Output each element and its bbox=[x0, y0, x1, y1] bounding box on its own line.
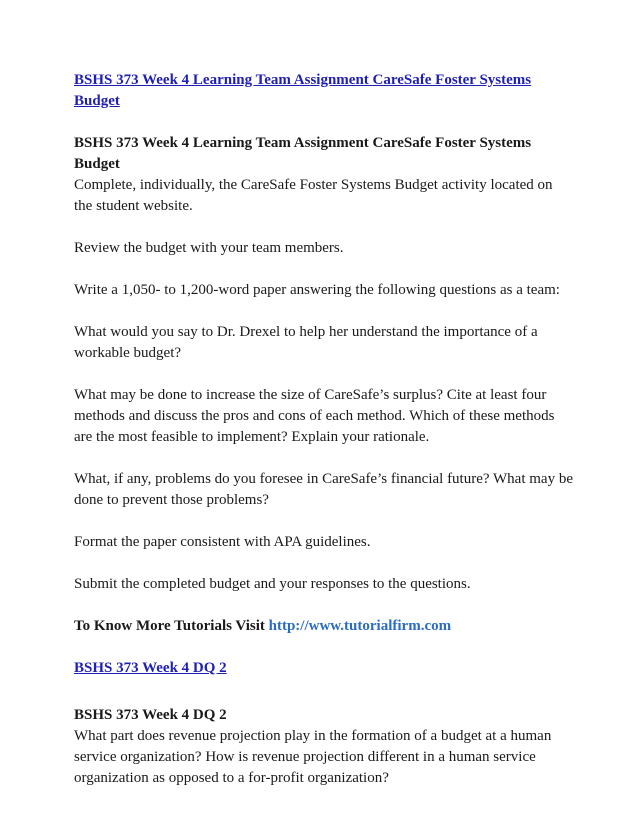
assignment-title: BSHS 373 Week 4 Learning Team Assignment CareSafe Foster Systems Budget bbox=[74, 135, 532, 172]
assignment-heading-link[interactable]: BSHS 373 Week 4 Learning Team Assignment CareSafe Foster Systems Budget bbox=[74, 72, 532, 109]
dq-title: BSHS 373 Week 4 DQ 2 bbox=[74, 707, 227, 723]
format-paragraph: Format the paper consistent with APA guidelines. bbox=[74, 534, 371, 550]
more-tutorials-line bbox=[74, 616, 574, 637]
question-3: What, if any, problems do you foresee in CareSafe’s financial future? What may be done to prevent those problems? bbox=[74, 471, 573, 508]
submit-paragraph: Submit the completed budget and your responses to the questions. bbox=[74, 576, 471, 592]
question-1: What would you say to Dr. Drexel to help her understand the importance of a workable budget? bbox=[74, 324, 538, 361]
dq-body: What part does revenue projection play in the formation of a budget at a human service organization? How is revenue projection different in a human service organization as opposed to a for-profit organization? bbox=[74, 728, 552, 786]
question-2: What may be done to increase the size of CareSafe’s surplus? Cite at least four methods and discuss the pros and cons of each method. Which of these methods are the most feasible to implement? Explain your rationale. bbox=[74, 387, 555, 445]
write-paragraph: Write a 1,050- to 1,200-word paper answering the following questions as a team: bbox=[74, 282, 560, 298]
dq-heading-link[interactable]: BSHS 373 Week 4 DQ 2 bbox=[74, 660, 227, 676]
document-page bbox=[74, 70, 574, 789]
review-paragraph: Review the budget with your team members. bbox=[74, 240, 344, 256]
tutorials-url-link[interactable]: http://www.tutorialfirm.com bbox=[268, 618, 452, 634]
more-tutorials-label: To Know More Tutorials Visit bbox=[74, 618, 265, 634]
assignment-intro: Complete, individually, the CareSafe Foster Systems Budget activity located on the student website. bbox=[74, 177, 553, 214]
